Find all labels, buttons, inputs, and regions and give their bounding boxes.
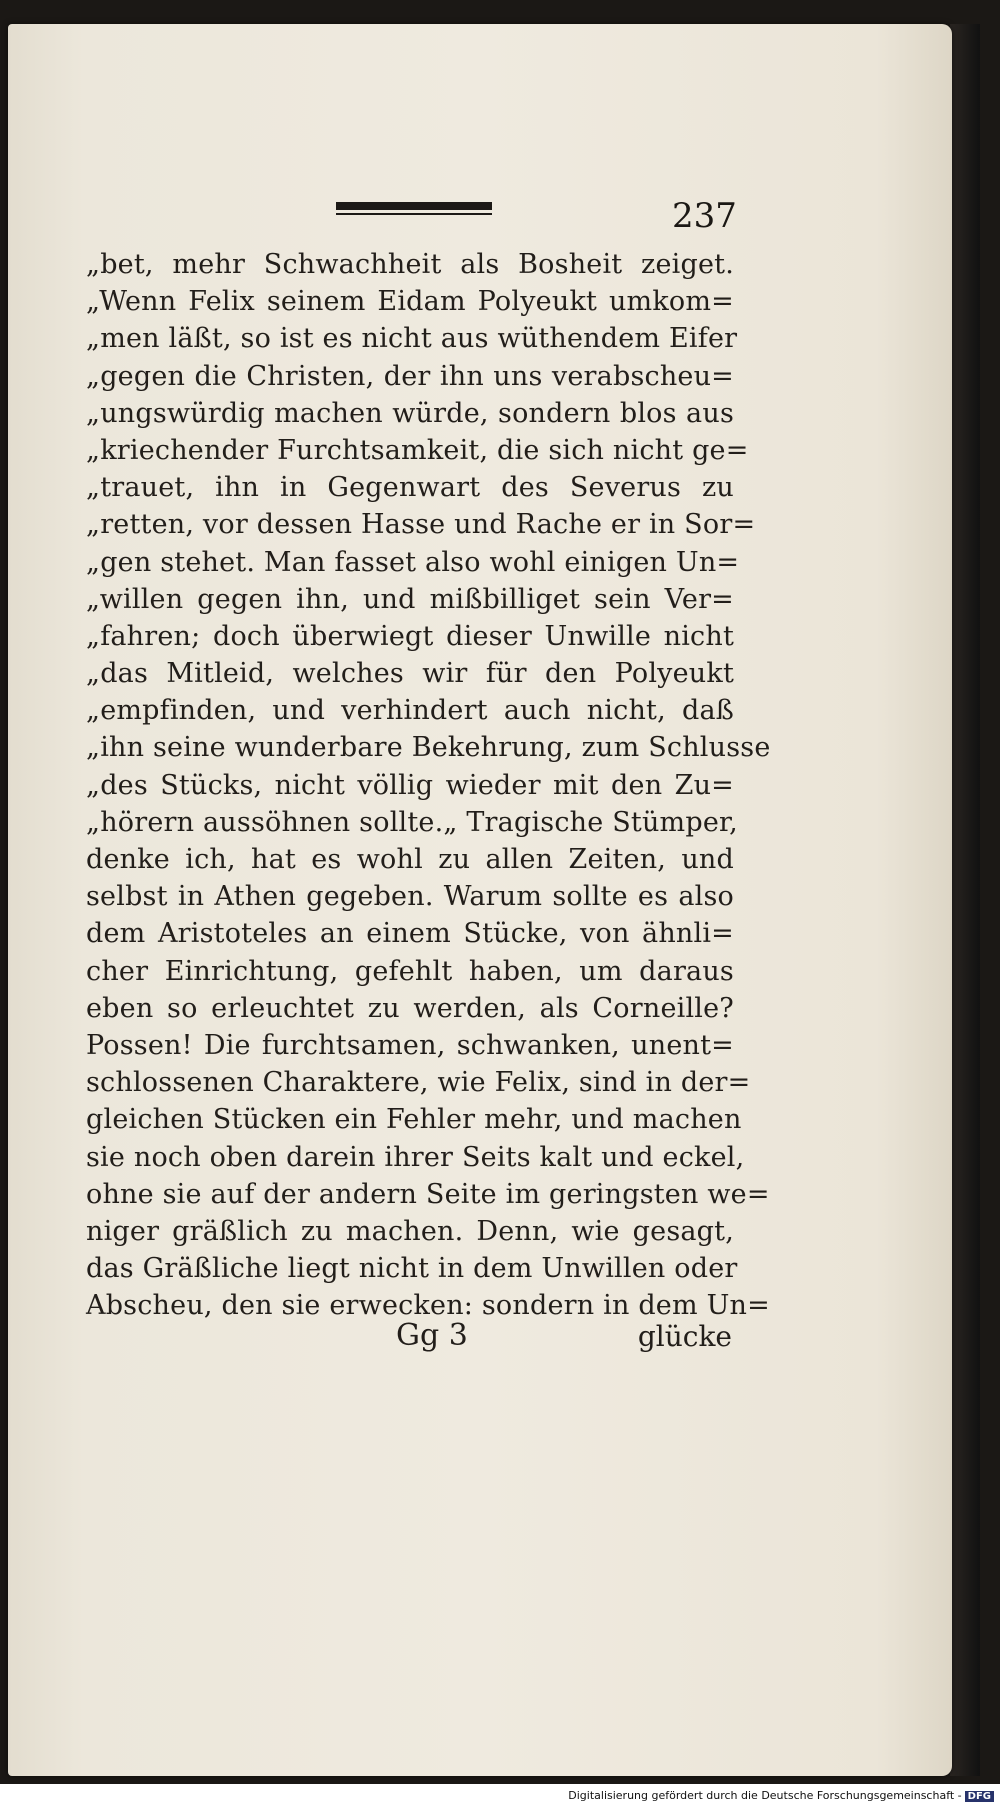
text-line: „trauet, ihn in Gegenwart des Severus zu xyxy=(86,472,734,504)
text-line: „empfinden, und verhindert auch nicht, daß xyxy=(86,695,734,727)
text-line: „hörern aussöhnen sollte.„ Tragische Stümper, xyxy=(86,806,738,838)
text-line: niger gräßlich zu machen. Denn, wie gesagt, xyxy=(86,1215,734,1247)
funding-note-text: Digitalisierung gefördert durch die Deutsche Forschungsgemeinschaft - xyxy=(568,1789,962,1802)
text-line: „men läßt, so ist es nicht aus wüthendem Eifer xyxy=(86,323,738,355)
catchword: glücke xyxy=(637,1320,732,1353)
text-line: selbst in Athen gegeben. Warum sollte es also xyxy=(86,881,734,913)
text-line: „retten, vor dessen Hasse und Rache er in Sor= xyxy=(86,509,756,541)
text-line: „bet, mehr Schwachheit als Bosheit zeiget. xyxy=(86,249,734,280)
text-line: schlossenen Charaktere, wie Felix, sind in der= xyxy=(86,1067,751,1099)
text-line: gleichen Stücken ein Fehler mehr, und machen xyxy=(86,1104,742,1136)
dfg-logo: DFG xyxy=(965,1791,994,1802)
page-number: 237 xyxy=(672,196,737,236)
text-line: das Gräßliche liegt nicht in dem Unwillen oder xyxy=(86,1253,738,1285)
text-line: „des Stücks, nicht völlig wieder mit den Zu= xyxy=(86,769,734,801)
text-line: Possen! Die furchtsamen, schwanken, unent= xyxy=(86,1029,734,1061)
text-line: „gegen die Christen, der ihn uns verabscheu= xyxy=(86,360,734,392)
text-line: „ihn seine wunderbare Bekehrung, zum Schlusse xyxy=(86,732,771,764)
text-line: „das Mitleid, welches wir für den Polyeukt xyxy=(86,658,734,690)
text-line: Abscheu, den sie erwecken: sondern in dem Un= xyxy=(86,1290,770,1322)
text-line: ohne sie auf der andern Seite im geringsten we= xyxy=(86,1178,770,1210)
signature-mark: Gg 3 xyxy=(396,1318,468,1353)
text-line: „Wenn Felix seinem Eidam Polyeukt umkom= xyxy=(86,286,734,318)
header-rule xyxy=(336,200,492,218)
book-edge-shadow xyxy=(950,24,980,1776)
funding-note xyxy=(568,1789,994,1802)
text-line: „gen stehet. Man fasset also wohl einigen Un= xyxy=(86,546,740,578)
header-rule-thick xyxy=(336,202,492,210)
text-line: dem Aristoteles an einem Stücke, von ähnli= xyxy=(86,918,734,950)
body-text xyxy=(86,246,771,1324)
text-line: „willen gegen ihn, und mißbilliget sein Ver= xyxy=(86,583,734,615)
text-line: „fahren; doch überwiegt dieser Unwille nicht xyxy=(86,620,734,652)
text-line: eben so erleuchtet zu werden, als Corneille? xyxy=(86,992,734,1024)
header-rule-thin xyxy=(336,213,492,215)
text-line: „ungswürdig machen würde, sondern blos aus xyxy=(86,397,734,429)
text-line: sie noch oben darein ihrer Seits kalt und eckel, xyxy=(86,1141,745,1173)
text-line: cher Einrichtung, gefehlt haben, um daraus xyxy=(86,955,734,987)
text-line: „kriechender Furchtsamkeit, die sich nicht ge= xyxy=(86,434,749,466)
text-line: denke ich, hat es wohl zu allen Zeiten, und xyxy=(86,844,734,875)
